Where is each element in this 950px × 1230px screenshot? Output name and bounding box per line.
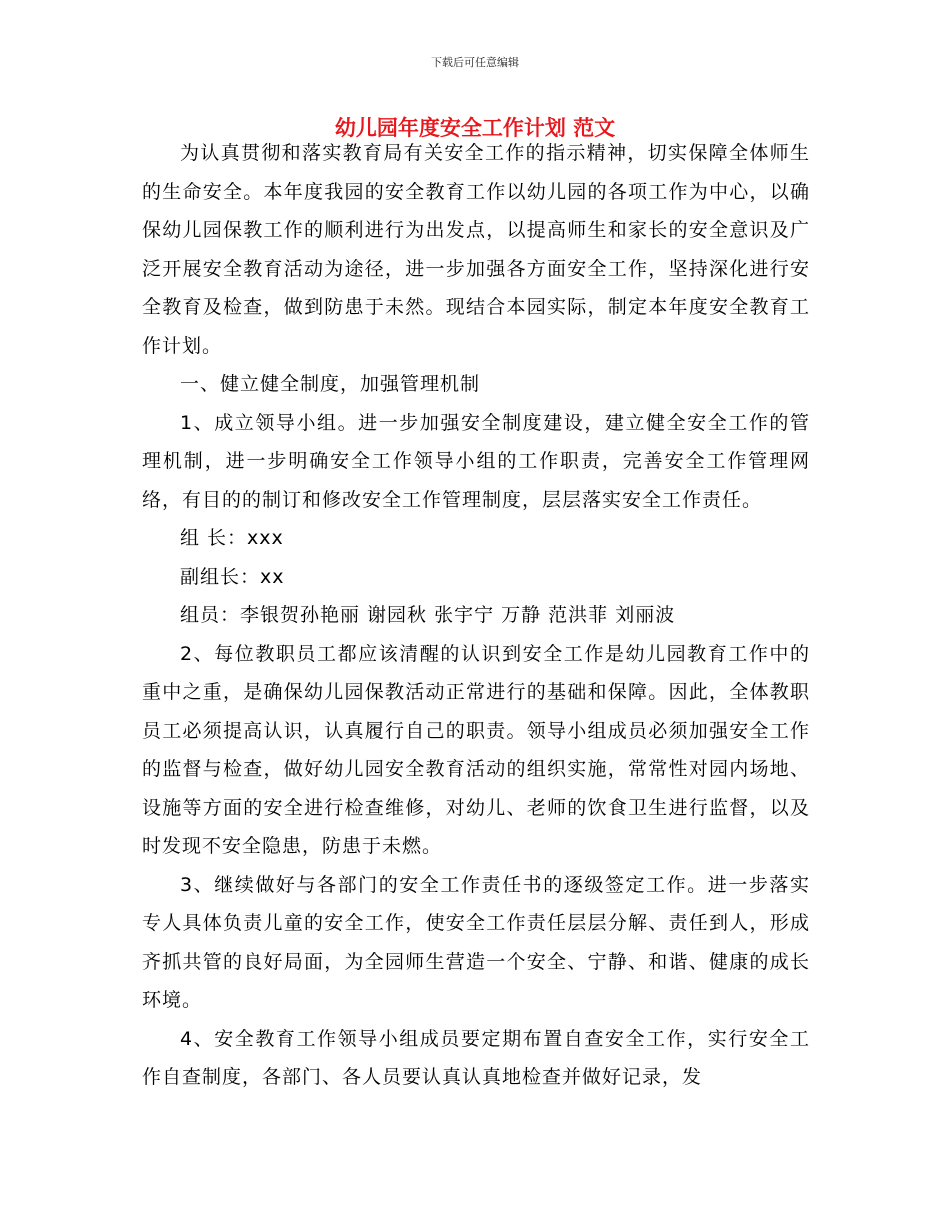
paragraph-item-3: 3、继续做好与各部门的安全工作责任书的逐级签定工作。进一步落实专人具体负责儿童的安全工作，使安全工作责任层层分解、责任到人，形成齐抓共管的良好局面，为全园师生营造一个安全、宁静、和谐、健康的成长环境。 xyxy=(142,873,810,1011)
paragraph-item-1: 1、成立领导小组。进一步加强安全制度建设，建立健全安全工作的管理机制，进一步明确安全工作领导小组的工作职责，完善安全工作管理网络，有目的的制订和修改安全工作管理制度，层层落实安全工作责任。 xyxy=(142,411,810,511)
group-leader-line: 组 长：xxx xyxy=(180,527,284,549)
deputy-leader-line: 副组长：xx xyxy=(180,565,285,588)
document-body xyxy=(142,134,810,1097)
paragraph-item-2: 2、每位教职员工都应该清醒的认识到安全工作是幼儿园教育工作中的重中之重，是确保幼儿园保教活动正常进行的基础和保障。因此，全体教职员工必须提高认识，认真履行自己的职责。领导小组成员必须加强安全工作的监督与检查，做好幼儿园安全教育活动的组织实施，常常性对园内场地、设施等方面的安全进行检查维修，对幼儿、老师的饮食卫生进行监督，以及时发现不安全隐患，防患于未燃。 xyxy=(142,642,810,857)
members-line: 组员：李银贺孙艳丽 谢园秋 张宇宁 万静 范洪菲 刘丽波 xyxy=(180,604,676,626)
page-header-note: 下载后可任意编辑 xyxy=(431,56,519,69)
section-heading-1: 一、健立健全制度，加强管理机制 xyxy=(180,373,481,395)
paragraph-intro: 为认真贯彻和落实教育局有关安全工作的指示精神，切实保障全体师生的生命安全。本年度我园的安全教育工作以幼儿园的各项工作为中心，以确保幼儿园保教工作的顺利进行为出发点，以提高师生和家长的安全意识及广泛开展安全教育活动为途径，进一步加强各方面安全工作，坚持深化进行安全教育及检查，做到防患于未然。现结合本园实际，制定本年度安全教育工作计划。 xyxy=(142,142,810,357)
document-title: 幼儿园年度安全工作计划 范文 xyxy=(334,116,616,140)
paragraph-item-4: 4、安全教育工作领导小组成员要定期布置自查安全工作，实行安全工作自查制度，各部门、各人员要认真认真地检查并做好记录，发 xyxy=(142,1027,810,1088)
